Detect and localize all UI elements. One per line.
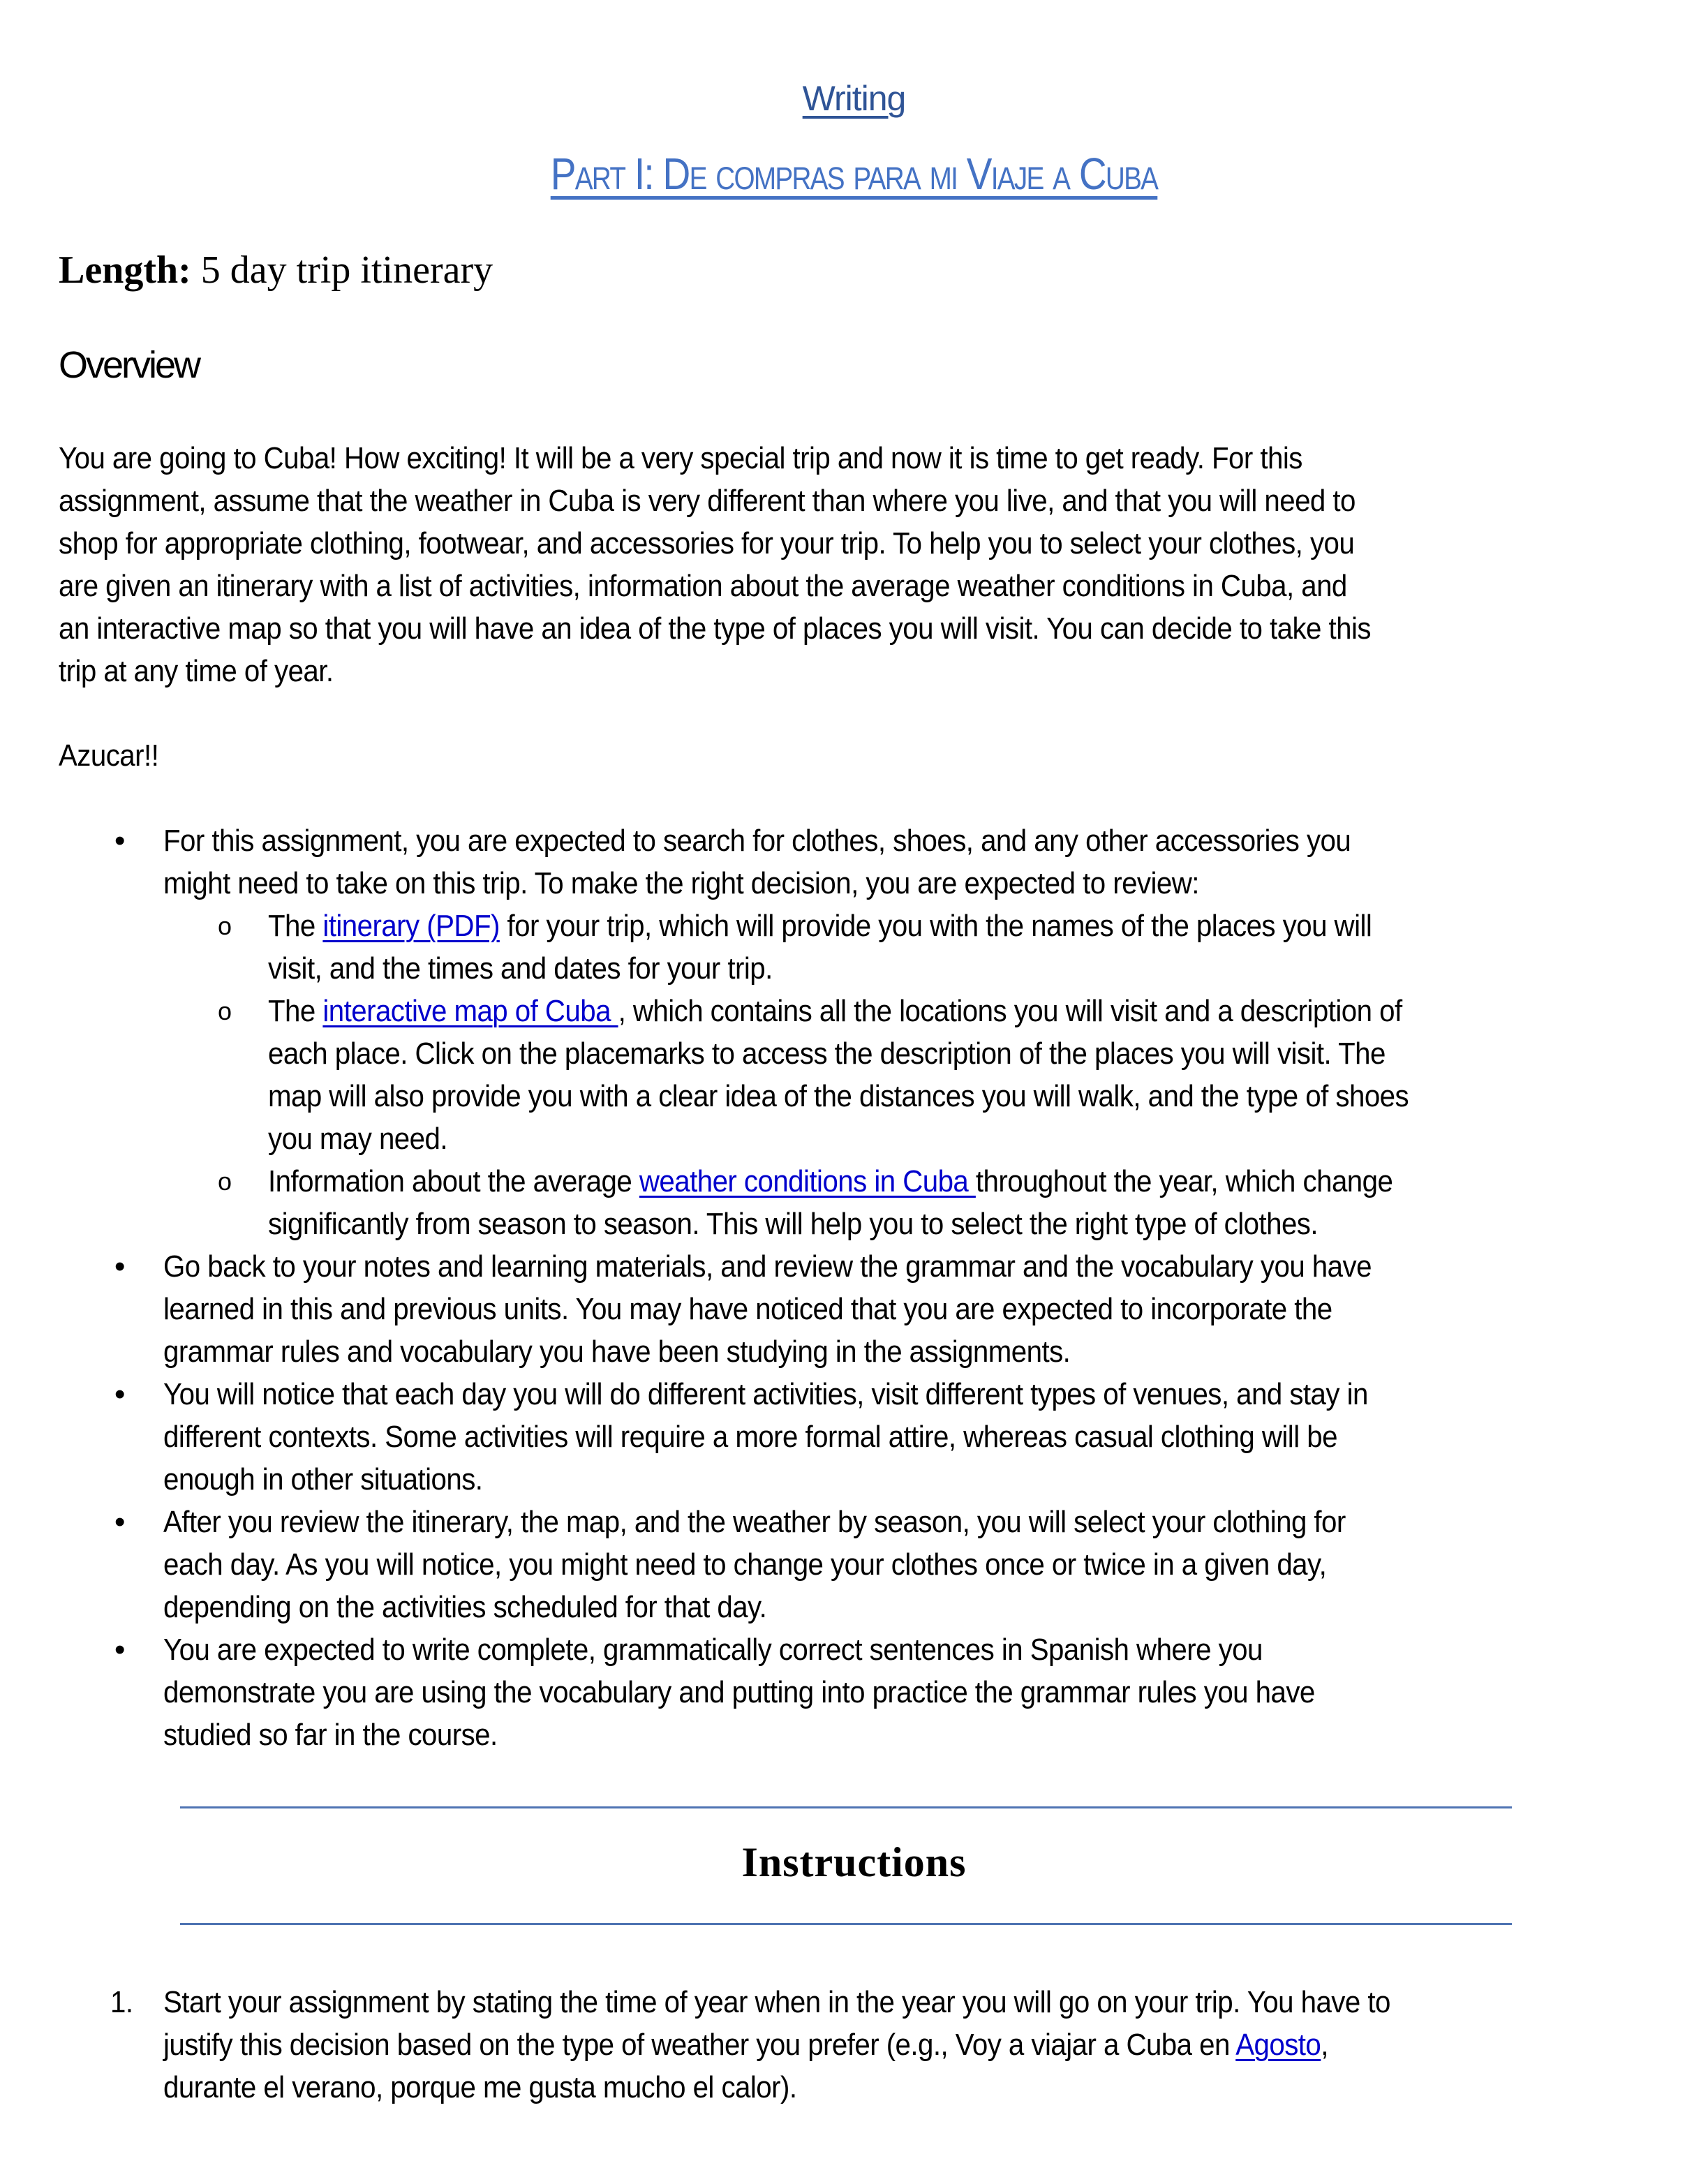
interactive-map-link[interactable]: interactive map of Cuba bbox=[322, 994, 618, 1028]
itinerary-pdf-link[interactable]: itinerary (PDF) bbox=[322, 909, 500, 943]
bullet-icon: • bbox=[114, 1633, 125, 1667]
sub-bullet-3-line: significantly from season to season. This will help you to select the right type of clothes. bbox=[268, 1207, 1319, 1241]
bullet-3-line: You will notice that each day you will do different activities, visit different types of venues, and stay in bbox=[163, 1377, 1368, 1411]
bullet-1-line: For this assignment, you are expected to search for clothes, shoes, and any other accessories you bbox=[163, 824, 1351, 858]
overview-line: assignment, assume that the weather in Cuba is very different than where you live, and that you will need to bbox=[59, 484, 1356, 518]
length-value: 5 day trip itinerary bbox=[200, 248, 493, 292]
sub-bullet-icon: o bbox=[218, 1167, 232, 1196]
bullet-icon: • bbox=[114, 1377, 125, 1411]
divider-top bbox=[180, 1806, 1512, 1808]
sub-bullet-text: The bbox=[268, 909, 323, 943]
instruction-1-line: durante el verano, porque me gusta mucho el calor). bbox=[163, 2070, 797, 2104]
instruction-1-line bbox=[163, 2023, 1328, 2066]
sub-bullet-2-line bbox=[268, 990, 1402, 1032]
sub-bullet-3-line bbox=[268, 1160, 1393, 1203]
instruction-1-line: Start your assignment by stating the time of year when in the year you will go on your trip. You have to bbox=[163, 1985, 1390, 2019]
sub-bullet-text: for your trip, which will provide you with the names of the places you will bbox=[499, 909, 1372, 943]
instruction-number: 1. bbox=[110, 1985, 133, 2019]
sub-bullet-1-line: visit, and the times and dates for your trip. bbox=[268, 951, 773, 986]
bullet-icon: • bbox=[114, 1249, 125, 1284]
instructions-heading: Instructions bbox=[741, 1839, 967, 1885]
agosto-link[interactable]: Agosto bbox=[1235, 2028, 1321, 2062]
bullet-2-line: Go back to your notes and learning materials, and review the grammar and the vocabulary you have bbox=[163, 1249, 1372, 1284]
overview-line: are given an itinerary with a list of activities, information about the average weather conditions in Cuba, and bbox=[59, 569, 1347, 603]
instruction-text: justify this decision based on the type of weather you prefer (e.g., Voy a viajar a Cuba en bbox=[163, 2028, 1236, 2062]
overview-line: trip at any time of year. bbox=[59, 654, 334, 688]
sub-bullet-1-line bbox=[268, 905, 1372, 947]
length-label: Length: bbox=[59, 248, 191, 292]
bullet-icon: • bbox=[114, 1505, 125, 1539]
bullet-5-line: You are expected to write complete, grammatically correct sentences in Spanish where you bbox=[163, 1633, 1263, 1667]
sub-bullet-text: The bbox=[268, 994, 323, 1028]
sub-bullet-text: Information about the average bbox=[268, 1164, 639, 1198]
bullet-4-line: each day. As you will notice, you might need to change your clothes once or twice in a given day, bbox=[163, 1547, 1327, 1582]
bullet-4-line: After you review the itinerary, the map, and the weather by season, you will select your clothing for bbox=[163, 1505, 1346, 1539]
instruction-text: , bbox=[1321, 2028, 1328, 2062]
sub-bullet-icon: o bbox=[218, 997, 232, 1025]
weather-conditions-link[interactable]: weather conditions in Cuba bbox=[639, 1164, 976, 1198]
overview-line: You are going to Cuba! How exciting! It will be a very special trip and now it is time to get ready. For this bbox=[59, 441, 1302, 475]
divider-bottom bbox=[180, 1923, 1512, 1925]
bullet-2-line: learned in this and previous units. You may have noticed that you are expected to incorporate the bbox=[163, 1292, 1332, 1326]
bullet-icon: • bbox=[114, 824, 125, 858]
length-line bbox=[59, 248, 493, 292]
bullet-5-line: studied so far in the course. bbox=[163, 1718, 498, 1752]
azucar-text: Azucar!! bbox=[59, 738, 159, 773]
bullet-1-line: might need to take on this trip. To make the right decision, you are expected to review: bbox=[163, 866, 1199, 900]
sub-bullet-icon: o bbox=[218, 912, 232, 940]
overview-line: shop for appropriate clothing, footwear, and accessories for your trip. To help you to select your clothes, you bbox=[59, 526, 1355, 560]
sub-bullet-2-line: map will also provide you with a clear idea of the distances you will walk, and the type of shoes bbox=[268, 1079, 1409, 1113]
bullet-3-line: enough in other situations. bbox=[163, 1462, 483, 1496]
sub-bullet-text: throughout the year, which change bbox=[975, 1164, 1393, 1198]
overview-paragraph bbox=[59, 437, 1650, 692]
bullet-4-line: depending on the activities scheduled for that day. bbox=[163, 1590, 767, 1624]
bullet-3-line: different contexts. Some activities will require a more formal attire, whereas casual clothing will be bbox=[163, 1420, 1337, 1454]
sub-bullet-2-line: you may need. bbox=[268, 1122, 447, 1156]
document-subtitle: Part I: De compras para mi Viaje a Cuba bbox=[550, 149, 1158, 199]
sub-bullet-text: , which contains all the locations you will visit and a description of bbox=[618, 994, 1402, 1028]
bullet-2-line: grammar rules and vocabulary you have been studying in the assignments. bbox=[163, 1335, 1071, 1369]
overview-heading: Overview bbox=[59, 344, 200, 386]
document-title: Writing bbox=[802, 79, 906, 118]
overview-line: an interactive map so that you will have an idea of the type of places you will visit. You can decide to take this bbox=[59, 611, 1371, 646]
bullet-5-line: demonstrate you are using the vocabulary and putting into practice the grammar rules you have bbox=[163, 1675, 1315, 1709]
sub-bullet-2-line: each place. Click on the placemarks to access the description of the places you will visit. The bbox=[268, 1037, 1386, 1071]
